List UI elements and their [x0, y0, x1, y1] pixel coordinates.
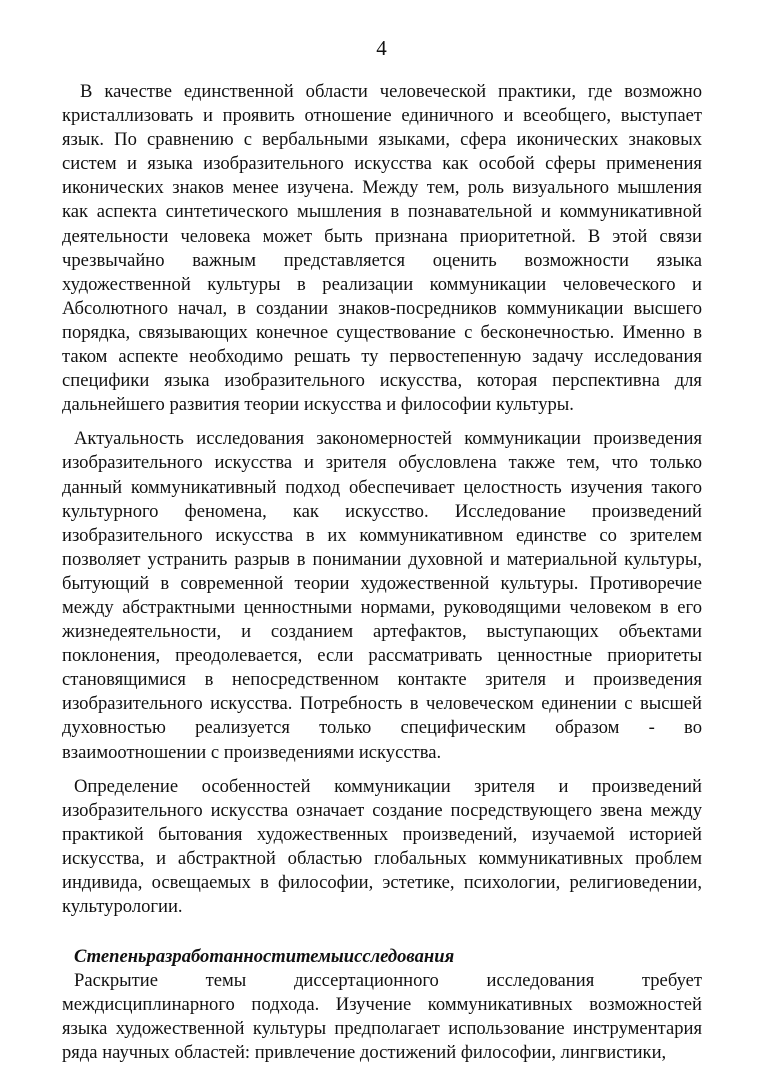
- page-number: 4: [376, 36, 387, 60]
- body-paragraph-3: Определение особенностей коммуникации зрителя и произведений изобразительного искусства означает создание посредствующего звена между практикой бытования художественных произведений, изучаемой историей искусства, и абстрактной областью глобальных коммуникативных проблем индивида, освещаемых в философии, эстетике, психологии, религиоведении, культурологии.: [62, 775, 702, 918]
- body-paragraph-1: В качестве единственной области человеческой практики, где возможно кристаллизовать и проявить отношение единичного и всеобщего, выступает язык. По сравнению с вербальными языками, сфера иконических знаковых систем и языка изобразительного искусства как особой сферы применения иконических знаков менее изучена. Между тем, роль визуального мышления как аспекта синтетического мышления в познавательной и коммуникативной деятельности человека может быть признана приоритетной. В этой связи чрезвычайно важным представляется оценить возможности языка художественной культуры в реализации коммуникации человеческого и Абсолютного начал, в создании знаков-посредников коммуникации высшего порядка, связывающих конечное существование с бесконечностью. Именно в таком аспекте необходимо решать ту первостепенную задачу исследования специфики языка изобразительного искусства, которая перспективна для дальнейшего развития теории искусства и философии культуры.: [62, 81, 702, 416]
- page-content: [62, 80, 702, 1076]
- section-paragraph: Раскрытие темы диссертационного исследования требует междисциплинарного подхода. Изучение коммуникативных возможностей языка художественной культуры предполагает использование инструментария ряда научных областей: привлечение достижений философии, лингвистики,: [62, 970, 702, 1064]
- section-heading: Степеньразработанноститемыисследования: [74, 946, 455, 968]
- body-paragraph-2: Актуальность исследования закономерностей коммуникации произведения изобразительного искусства и зрителя обусловлена также тем, что только данный коммуникативный подход обеспечивает целостность изучения такого культурного феномена, как искусство. Исследование произведений изобразительного искусства в их коммуникативном единстве со зрителем позволяет устранить разрыв в понимании духовной и материальной культуры, бытующий в современной теории художественной культуры. Противоречие между абстрактными ценностными нормами, руководящими человеком в его жизнедеятельности, и созданием артефактов, выступающих объектами поклонения, преодолевается, если рассматривать ценностные приоритеты становящимися в непосредственном контакте зрителя и произведения изобразительного искусства. Потребность в человеческом единении с высшей духовностью реализуется только специфическим образом - во взаимоотношении с произведениями искусства.: [62, 428, 702, 763]
